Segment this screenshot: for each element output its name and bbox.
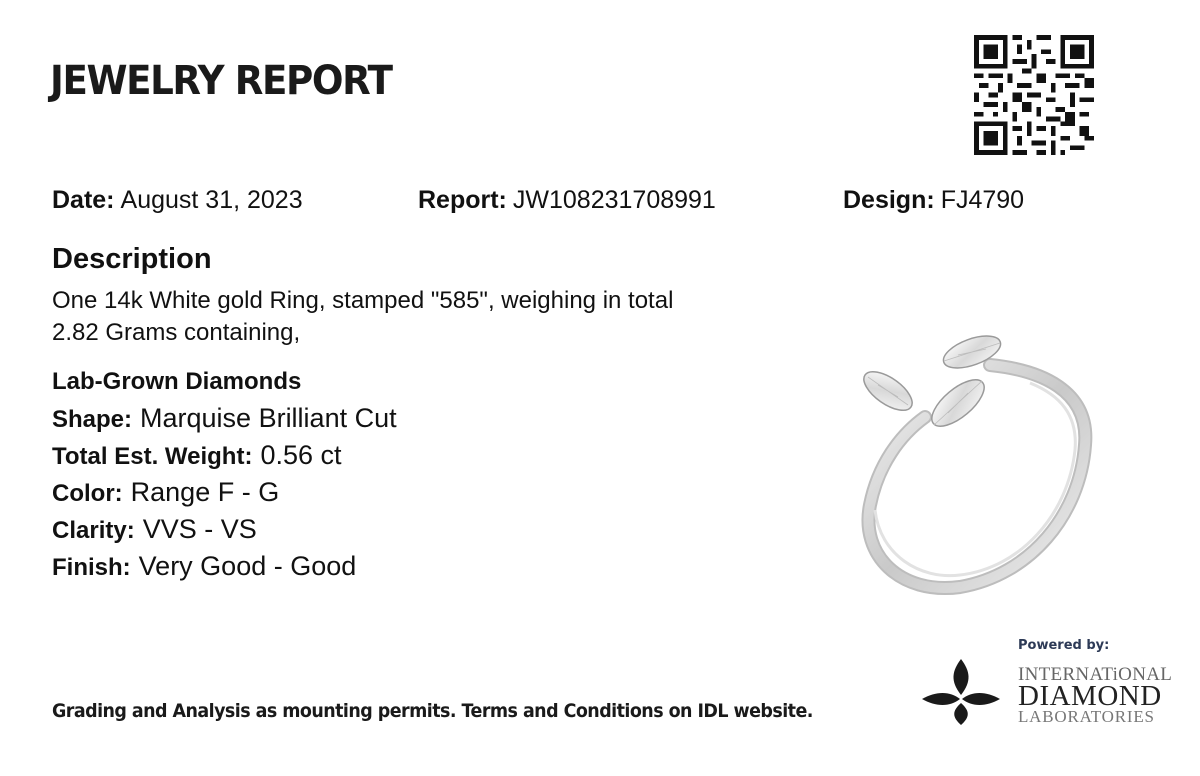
- spec-label: Shape:: [52, 406, 133, 433]
- date-value: August 31, 2023: [120, 186, 303, 214]
- spec-label: Clarity:: [52, 517, 135, 544]
- design-label: Design:: [843, 186, 935, 214]
- design-field: [843, 186, 1024, 215]
- ring-photo: [840, 325, 1110, 605]
- date-label: Date:: [52, 186, 115, 214]
- spec-value: Very Good - Good: [138, 551, 357, 581]
- spec-value: 0.56 ct: [260, 440, 342, 470]
- report-title: JEWELRY REPORT: [50, 58, 392, 104]
- spec-label: Color:: [52, 480, 123, 507]
- spec-label: Total Est. Weight:: [52, 443, 253, 470]
- spec-value: Marquise Brilliant Cut: [140, 403, 397, 433]
- powered-by-label: Powered by:: [1018, 638, 1110, 653]
- description-heading: Description: [52, 243, 212, 275]
- description-line: One 14k White gold Ring, stamped "585", weighing in total: [52, 287, 674, 314]
- spec-finish: [52, 551, 356, 582]
- brand-line-diamond: DIAMOND: [1018, 680, 1162, 712]
- diamonds-heading: Lab-Grown Diamonds: [52, 368, 302, 395]
- description-text: [52, 285, 812, 349]
- idl-leaf-logo-icon: [920, 655, 1002, 727]
- report-value: JW108231708991: [512, 186, 716, 214]
- report-field: [418, 186, 716, 215]
- spec-label: Finish:: [52, 554, 131, 581]
- spec-clarity: [52, 514, 257, 545]
- report-label: Report:: [418, 186, 507, 214]
- spec-shape: [52, 403, 397, 434]
- brand-line-laboratories: LABORATORIES: [1018, 707, 1155, 726]
- description-line: 2.82 Grams containing,: [52, 319, 301, 346]
- spec-value: Range F - G: [130, 477, 280, 507]
- footer-disclaimer: Grading and Analysis as mounting permits. Terms and Conditions on IDL website.: [52, 700, 813, 722]
- spec-value: VVS - VS: [142, 514, 257, 544]
- qr-code-icon: [974, 35, 1094, 155]
- design-value: FJ4790: [940, 186, 1025, 214]
- brand-line-international: INTERNATiONAL: [1018, 664, 1173, 685]
- date-field: [52, 186, 303, 215]
- spec-total-weight: [52, 440, 342, 471]
- spec-color: [52, 477, 279, 508]
